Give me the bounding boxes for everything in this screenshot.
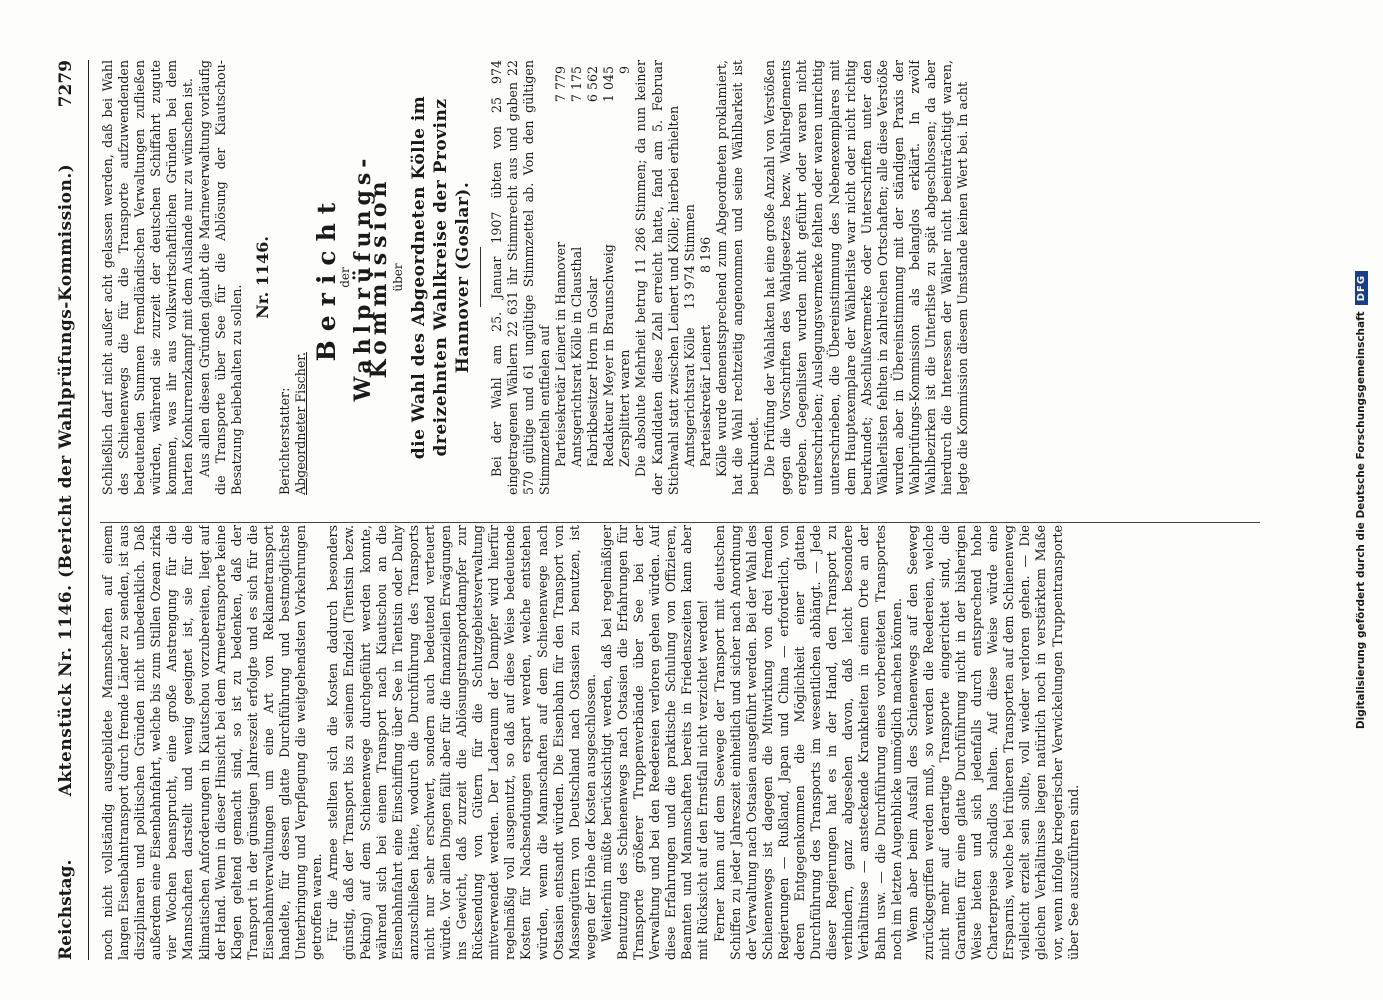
vote-row xyxy=(601,60,617,495)
commission-heading: Wahlprüfungs-Kommission xyxy=(350,153,393,402)
paragraph: Kölle wurde demenstsprechend zum Abgeordneten proklamiert, hat die Wahl rechtzeitig angenommen und seine Wählbarkeit ist beurkundet. xyxy=(713,60,762,495)
paragraph: Wenn aber beim Ausfall des Schienenwegs auf den Seeweg zurückgegriffen werden muß, so werden die Reedereien, welche nicht mehr auf derartige Transporte eingerichtet sind, die Garantien für eine glatte Durchführung nicht in der bisherigen Weise bieten und sich jedenfalls durch entsprechend hohe Charterpreise schadlos halten. Auf diese Weise würde eine Ersparnis, welche bei früheren Transporten auf dem Schienenweg vielleicht erzielt sein sollte, voll wieder verloren gehen. — Die gleichen Verhältnisse liegen natürlich noch in verstärktem Maße vor, wenn infolge kriegerischer Verwickelungen Truppentransporte über See auszuführen sind. xyxy=(904,525,1081,960)
vote-count: 7 175 xyxy=(569,66,585,103)
short-rule xyxy=(480,248,481,308)
header-left: Reichstag. xyxy=(56,859,76,960)
digitization-footer xyxy=(1347,0,1375,1000)
runoff-row xyxy=(698,60,714,495)
paragraph: Schließlich darf nicht außer acht gelassen werden, daß bei Wahl des Schienenwegs die für die Transporte aufzuwendenden bedeutenden Summen fremdländischen Verwaltungen zufließen würden, während sie zurzeit der deutschen Schiffahrt zugute kommen, was ihr aus volkswirtschaftlichen Gründen bei dem harten Konkurrenzkampf mit dem Auslande nur zu wünschen ist. xyxy=(100,60,196,495)
rapporteur-line xyxy=(277,60,309,495)
paragraph: Aus allen diesen Gründen glaubt die Marineverwaltung vorläufig die Transporte über See für die Ablösung der Kiautschou-Besatzung beibehalten zu sollen. xyxy=(196,60,244,495)
vote-count: 6 562 xyxy=(585,66,601,103)
vote-row xyxy=(585,60,601,495)
right-column xyxy=(100,60,1260,495)
left-column xyxy=(100,525,1260,960)
dfg-logo: DFG xyxy=(1355,271,1368,305)
vote-count: 9 xyxy=(617,66,633,75)
document-number: Nr. 1146. xyxy=(252,236,272,319)
candidate-name: Amtsgerichtsrat Kölle xyxy=(681,327,697,467)
candidate-name: Parteisekretär Leinert in Hannover xyxy=(552,241,568,467)
runoff-list xyxy=(682,60,714,495)
election-title: die Wahl des Abgeordneten Kölle im dreizehnten Wahlkreise der Provinz Hannover (Goslar). xyxy=(408,95,473,460)
runoff-row xyxy=(682,60,698,495)
candidate-name: Fabrikbesitzer Horn in Goslar xyxy=(585,276,601,467)
page-number: 7279 xyxy=(56,60,76,108)
candidate-name: Zersplittert waren xyxy=(617,349,633,467)
page-header xyxy=(50,60,84,960)
paragraph: noch nicht vollständig ausgebildete Mannschaften auf einem langen Eisenbahntransport durch fremde Länder zu senden, ist aus disziplinaren und politischen Gründen nicht unbedenklich. Daß außerdem eine Eisenbahnfahrt, welche bis zum Stillen Ozean zirka vier Wochen beansprucht, eine große Anstrengung für die Mannschaften darstellt und wenig geeignet ist, sie für die klimatischen Anforderungen in Kiautschou vorzubereiten, liegt auf der Hand. Wenn in dieser Hinsicht bei dem Armeetransporte keine Klagen geltend gemacht sind, so ist zu bedenken, daß der Transport in der günstigen Jahreszeit erfolgte und es sich für die Eisenbahnverwaltungen um eine Art von Reklametransport handelte, für dessen glatte Durchführung und bestmöglichste Unterbringung und Verpflegung die weitgehendsten Vorkehrungen getroffen waren. xyxy=(100,525,325,960)
report-heading: Bericht xyxy=(312,193,342,362)
rapporteur-label: Berichterstatter: xyxy=(276,387,292,495)
vote-row xyxy=(553,60,569,495)
candidate-name: Amtsgerichtsrat Kölle in Clausthal xyxy=(569,246,585,467)
vote-list xyxy=(553,60,633,495)
vote-row xyxy=(617,60,633,495)
header-rule xyxy=(88,60,89,960)
paragraph: Weiterhin müßte berücksichtigt werden, daß bei regelmäßiger Benutzung des Schienenwegs nach Ostasien die Erfahrungen für Transporte größerer Truppenverbände über See bei der Verwaltung und bei den Reedereien verloren gehen würden. Auf diese Erfahrungen und die praktische Schulung von Offizieren, Beamten und Mannschaften bereits in Friedenszeiten kann aber mit Rücksicht auf den Ernstfall nicht verzichtet werden! xyxy=(598,525,711,960)
paragraph: Die absolute Mehrheit betrug 11 286 Stimmen; da nun keiner der Kandidaten diese Zahl erreicht hatte, fand am 5. Februar Stichwahl statt zwischen Leinert und Kölle; hierbei erhielten xyxy=(633,60,681,495)
vote-count: 7 779 xyxy=(552,66,568,103)
header-title: Aktenstück Nr. 1146. (Bericht der Wahlprüfungs-Kommission.) xyxy=(56,163,76,797)
paragraph: Für die Armee stellten sich die Kosten dadurch besonders günstig, daß der Transport bis zu seinem Endziel (Tientsin bezw. Peking) auf dem Schienenwege durchgeführt werden konnte, während sich bei einem Transport nach Kiautschou an die Eisenbahnfahrt eine Einschiffung über See in Tientsin oder Dalny anzuschließen hätte, wodurch die Durchführung des Transports nicht nur sehr erschwert, sondern auch bedeutend verteuert würde. Vor allen Dingen fällt aber für die finanziellen Erwägungen ins Gewicht, daß zurzeit die Ablösungstransportdampfer zur Rücksendung von Gütern für die Schutzgebietsverwaltung mitverwendet werden. Der Laderaum der Dampfer wird hierfür regelmäßig voll ausgenutzt, so daß auf diese Weise bedeutende Kosten für Nachsendungen erspart werden, welche entstehen würden, wenn die Mannschaften auf dem Schienenwege nach Ostasien entsandt würden. Die Eisenbahn für den Transport von Massengütern von Deutschland nach Ostasien zu benutzen, ist wegen der Höhe der Kosten ausgeschlossen. xyxy=(325,525,598,960)
footer-text: Digitalisierung gefördert durch die Deutsche Forschungsgemeinschaft xyxy=(1355,311,1367,730)
paragraph: Bei der Wahl am 25. Januar 1907 übten von 25 974 eingetragenen Wählern 22 631 ihr Stimmrecht aus und gaben 22 570 gültige und 61 ungültige Stimmzettel ab. Von den gültigen Stimmzetteln entfielen auf xyxy=(488,60,552,495)
heading-ueber: über xyxy=(390,263,405,292)
vote-row xyxy=(569,60,585,495)
vote-count: 8 196 xyxy=(697,236,713,273)
vote-count: 13 974 Stimmen xyxy=(681,204,697,310)
column-divider xyxy=(100,522,1260,523)
rapporteur-name: Abgeordneter Fischer. xyxy=(293,352,309,495)
heading-der: der xyxy=(338,267,353,288)
candidate-name: Redakteur Meyer in Braunschweig xyxy=(601,244,617,467)
paragraph: Ferner kann auf dem Seewege der Transport mit deutschen Schiffen zu jeder Jahreszeit einheitlich und sicher nach Anordnung der Verwaltung nach Ostasien ausgeführt werden. Bei der Wahl des Schienenwegs ist dagegen die Mitwirkung von drei fremden Regierungen — Rußland, Japan und China — erforderlich, von deren Entgegenkommen die Möglichkeit einer glatten Durchführung des Transports im wesentlichen abhängt. — Jede dieser Regierungen hat es in der Hand, den Transport zu verhindern, ganz abgesehen davon, daß leicht besondere Verhältnisse — ansteckende Krankheiten in einem Orte an der Bahn usw. — die Durchführung eines vorbereiteten Transportes noch im letzten Augenblicke unmöglich machen können. xyxy=(711,525,904,960)
candidate-name: Parteisekretär Leinert xyxy=(697,324,713,467)
vote-count: 1 045 xyxy=(601,66,617,103)
paragraph: Die Prüfung der Wahlakten hat eine große Anzahl von Verstößen gegen die Vorschriften des Wahlgesetzes bezw. Wahlreglements ergeben. Gegenlisten wurden nicht geführt oder waren nicht unterschrieben; Auslegungsvermerke fehlten oder waren unrichtig unterschrieben, die Übereinstimmung des Nebenexemplares mit dem Hauptexemplare der Wählerliste war nicht oder nicht richtig beurkundet; Abschlußvermerke oder Unterschriften unter den Wählerlisten fehlten in zahlreichen Ortschaften; alle diese Verstöße wurden aber in Übereinstimmung mit der ständigen Praxis der Wahlprüfungs-Kommission als belanglos erklärt. In zwölf Wahlbezirken ist die Unterliste zu spät abgeschlossen; da aber hierdurch die Interessen der Wähler nicht beeinträchtigt waren, legte die Kommission diesem Umstande keinen Wert bei. In acht xyxy=(762,60,971,495)
